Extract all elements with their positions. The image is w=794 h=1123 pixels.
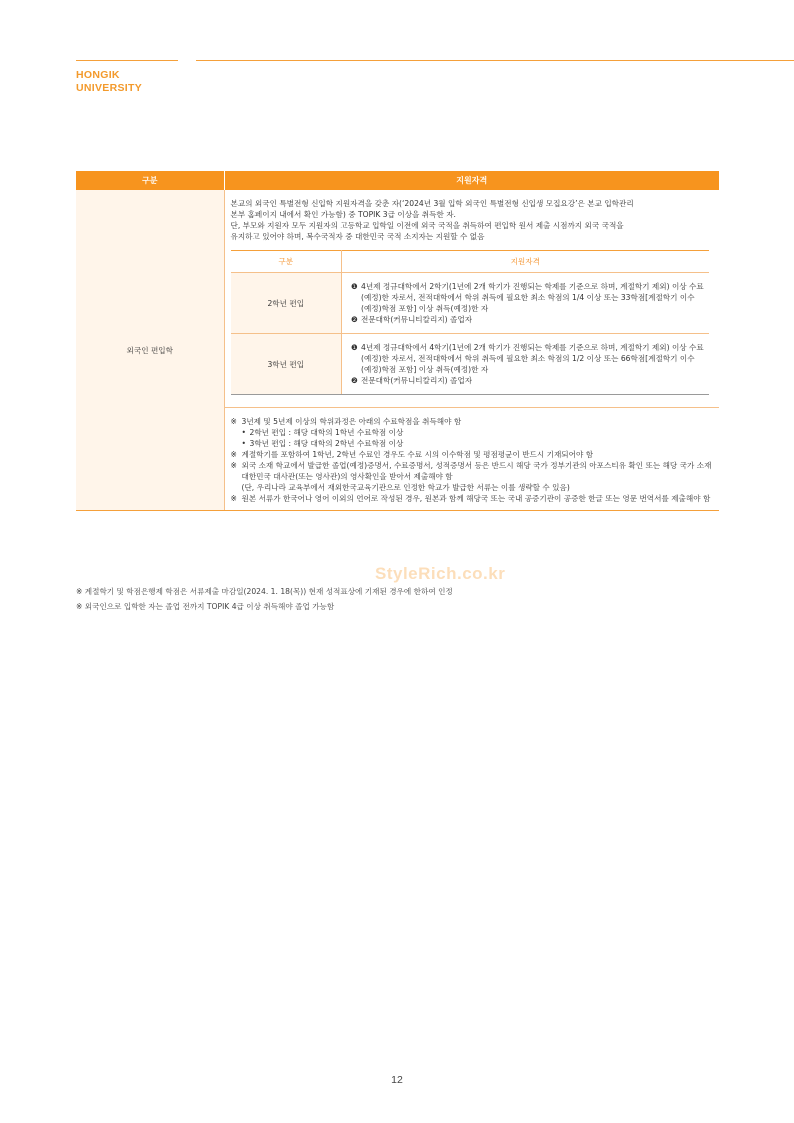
transfer-year-table	[231, 250, 709, 395]
list-item	[351, 281, 705, 314]
note-item	[231, 416, 714, 427]
item-number: ❷	[351, 315, 358, 324]
item-text: 전문대학(커뮤니티칼리지) 졸업자	[361, 315, 473, 324]
category-cell: 외국인 편입학	[76, 190, 224, 511]
sub-category-cell: 3학년 편입	[231, 334, 342, 395]
bullet-icon: •	[241, 428, 246, 437]
note-mark: ※	[230, 461, 237, 470]
intro-line: 본교의 외국인 특별전형 신입학 지원자격을 갖춘 자(‘2024년 3월 입학 외국인 특별전형 신입생 모집요강’은 본교 입학관리	[230, 199, 634, 208]
footnote: ※ 외국인으로 입학한 자는 졸업 전까지 TOPIK 4급 이상 취득해야 졸업 가능함	[76, 602, 335, 611]
note-text-sub: (단, 우리나라 교육부에서 재외한국교육기관으로 인정한 학교가 발급한 서류는 이를 생략할 수 있음)	[241, 483, 570, 492]
eligibility-cell	[224, 190, 719, 408]
note-text	[242, 460, 714, 493]
footnote: ※ 계절학기 및 학점은행제 학점은 서류제출 마감일(2024. 1. 18(목)) 현재 성적표상에 기재된 경우에 한하여 인정	[76, 587, 453, 596]
list-item	[351, 342, 705, 375]
note-text: 3년제 및 5년제 이상의 학위과정은 아래의 수료학점을 취득해야 함	[241, 417, 462, 426]
intro-line: 본부 홈페이지 내에서 확인 가능함) 중 TOPIK 3급 이상을 취득한 자.	[230, 210, 456, 219]
table-row	[231, 334, 709, 395]
list-item	[351, 375, 705, 386]
table-row	[231, 273, 709, 334]
intro-line: 단, 부모와 지원자 모두 지원자의 고등학교 입학일 이전에 외국 국적을 취득하여 편입학 원서 제출 시점까지 외국 국적을	[230, 221, 624, 230]
intro-line: 유지하고 있어야 하며, 복수국적자 중 대한민국 국적 소지자는 지원할 수 없음	[230, 232, 485, 241]
sub-header-category: 구분	[231, 251, 342, 273]
item-text: 전문대학(커뮤니티칼리지) 졸업자	[361, 376, 473, 385]
column-header-eligibility: 지원자격	[224, 171, 719, 190]
intro-text	[231, 198, 714, 242]
note-item	[231, 449, 714, 460]
header-rule-right	[196, 60, 794, 61]
note-item	[231, 460, 714, 493]
item-text: 4년제 정규대학에서 4학기(1년에 2개 학기가 진행되는 학제를 기준으로 하며, 계절학기 제외) 이상 수료(예정)한 자로서, 전적대학에서 학위 취득에 필요한 최소 학점의 1/2 이상 또는 66학점[계절학기 이수(예정)학점 포함] 이상 취득(예정)한 자	[361, 343, 704, 374]
header-rule-left	[76, 60, 178, 61]
sub-header-eligibility: 지원자격	[342, 251, 709, 273]
note-bullet-item	[231, 427, 714, 438]
university-logo	[76, 69, 142, 95]
page-number: 12	[391, 1074, 403, 1086]
item-number: ❶	[351, 343, 358, 352]
item-number: ❶	[351, 282, 358, 291]
item-text: 4년제 정규대학에서 2학기(1년에 2개 학기가 진행되는 학제를 기준으로 하며, 계절학기 제외) 이상 수료(예정)한 자로서, 전적대학에서 학위 취득에 필요한 최소 학점의 1/4 이상 또는 33학점[계절학기 이수(예정)학점 포함] 이상 취득(예정)한 자	[361, 282, 704, 313]
sub-eligibility-cell	[342, 273, 709, 334]
note-bullet-text: 2학년 편입 : 해당 대학의 1학년 수료학점 이상	[249, 428, 404, 437]
note-mark: ※	[230, 494, 237, 503]
note-text-main: 외국 소재 학교에서 발급한 졸업(예정)증명서, 수료증명서, 성적증명서 등은 반드시 해당 국가 정부기관의 아포스티유 확인 또는 해당 국가 소재 대한민국 대사관(또는 영사관)의 영사확인을 받아서 제출해야 함	[241, 461, 712, 481]
note-mark: ※	[230, 417, 237, 426]
item-number: ❷	[351, 376, 358, 385]
eligibility-table	[76, 171, 719, 511]
column-header-category: 구분	[76, 171, 224, 190]
bullet-icon: •	[241, 439, 246, 448]
watermark: StyleRich.co.kr	[375, 564, 506, 583]
note-item	[231, 493, 714, 504]
footnotes	[76, 584, 453, 614]
sub-category-cell: 2학년 편입	[231, 273, 342, 334]
sub-eligibility-cell	[342, 334, 709, 395]
note-bullet-item	[231, 438, 714, 449]
logo-line-2: UNIVERSITY	[76, 82, 143, 94]
note-bullet-text: 3학년 편입 : 해당 대학의 2학년 수료학점 이상	[249, 439, 404, 448]
note-mark: ※	[230, 450, 237, 459]
logo-line-1: HONGIK	[76, 69, 120, 81]
list-item	[351, 314, 705, 325]
notes-cell	[224, 408, 719, 511]
note-text: 계절학기를 포함하여 1학년, 2학년 수료인 경우도 수료 시의 이수학점 및 평점평균이 반드시 기재되어야 함	[241, 450, 594, 459]
note-text: 원본 서류가 한국어나 영어 이외의 언어로 작성된 경우, 원본과 함께 해당국 또는 국내 공증기관이 공증한 한글 또는 영문 번역서를 제출해야 함	[241, 494, 711, 503]
